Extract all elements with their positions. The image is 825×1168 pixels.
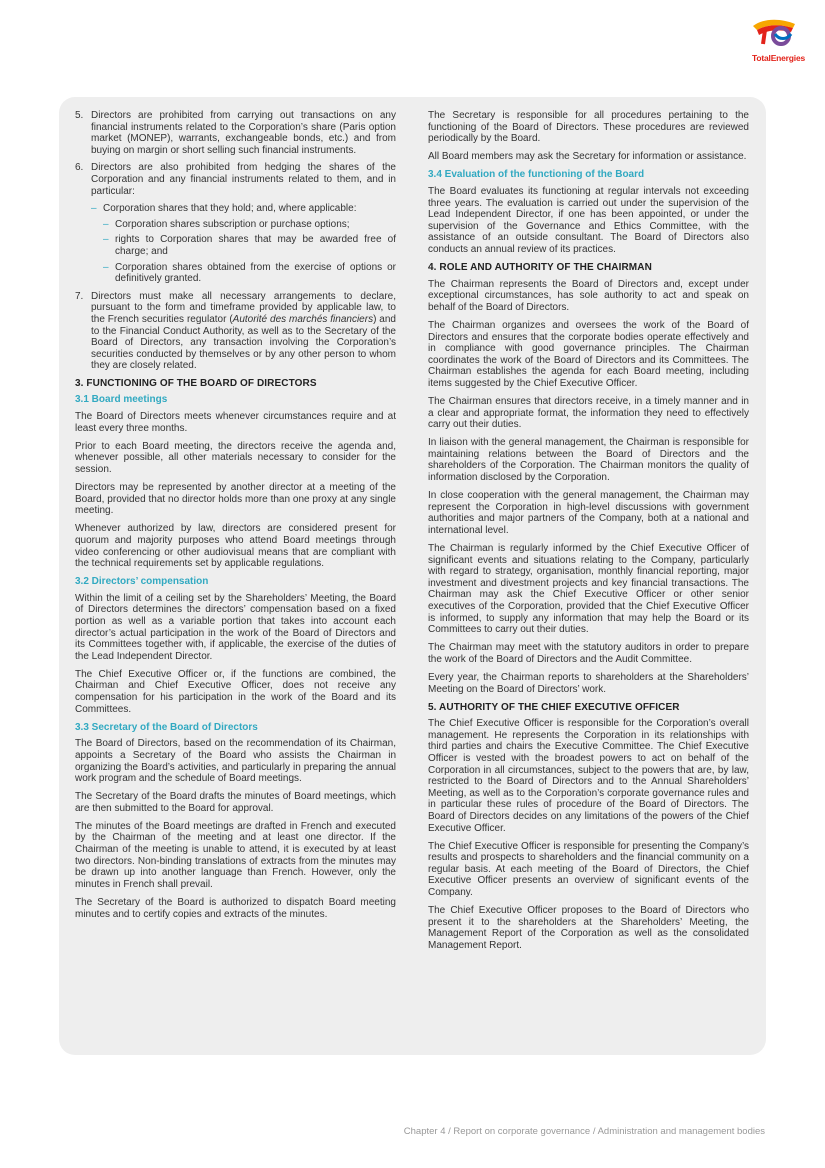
page-footer: Chapter 4 / Report on corporate governance / Administration and management bodies <box>403 1126 765 1137</box>
list-number: 7. <box>75 290 84 302</box>
dash-bullet-icon: – <box>103 218 109 230</box>
paragraph: The Secretary of the Board drafts the minutes of Board meetings, which are then submitted to the Board for approval. <box>75 791 396 814</box>
list-item-text: Directors are prohibited from carrying out transactions on any financial instruments related to the Corporation’s share (Paris option market (MONEP), warrants, exchangeable bonds, etc.) and from buying on margin or short selling such financial instruments. <box>91 110 396 156</box>
paragraph: The Chairman ensures that directors receive, in a timely manner and in a clear and appropriate format, the information they need to effectively carry out their duties. <box>428 395 749 431</box>
paragraph: The Chairman organizes and oversees the work of the Board of Directors and ensures that the corporate bodies operate effectively and in compliance with good governance principles. The Chairman coordinates the work of the Board of Directors and its Committees. The Chairman establishes the agenda for each Board meeting, including items suggested by the Chief Executive Officer. <box>428 319 749 389</box>
logo-swirl-icon <box>749 16 801 48</box>
paragraph: The Chief Executive Officer or, if the functions are combined, the Chairman and Chief Executive Officer, does not receive any compensation for his participation in the work of the Board and its Committees. <box>75 668 396 715</box>
paragraph: The minutes of the Board meetings are drafted in French and executed by the Chairman of the meeting and at least one director. If the Chairman of the meeting is unable to attend, it is executed by at least two directors. Non-binding translations of extracts from the minutes may be drawn up into another language than French. However, only the minutes in French shall prevail. <box>75 820 396 890</box>
list-number: 5. <box>75 110 84 121</box>
paragraph: The Board of Directors, based on the recommendation of its Chairman, appoints a Secretary of the Board who assists the Chairman in organizing the Board’s activities, and particularly in preparing the annual work program and the schedule of Board meetings. <box>75 738 396 785</box>
paragraph: The Chairman is regularly informed by the Chief Executive Officer of significant events and situations relating to the Company, particularly with regard to strategy, organisation, monthly financial reporting, major investment and divestment projects and key financial transactions. The Chairman may ask the Chief Executive Officer or other senior executives of the Corporation, provided that the Chief Executive Officer is informed, to supply any information that may help the Board or its Committees to carry out their duties. <box>428 543 749 636</box>
logo-text: TotalEnergies <box>752 53 805 63</box>
sub-dash-item <box>103 219 396 231</box>
paragraph: The Chief Executive Officer is responsible for presenting the Company’s results and prospects to shareholders and the financial community on a regular basis. At each meeting of the Board of Directors, the Chief Executive Officer presents an overview of significant events of the Company. <box>428 840 749 899</box>
paragraph: Directors may be represented by another director at a meeting of the Board, provided that no director holds more than one proxy at any single meeting. <box>75 482 396 517</box>
list-item <box>75 110 396 156</box>
paragraph: The Secretary of the Board is authorized to dispatch Board meeting minutes and to certify copies and extracts of the minutes. <box>75 896 396 920</box>
right-column <box>428 110 749 958</box>
paragraph: The Chief Executive Officer is responsible for the Corporation’s overall management. He represents the Corporation in its relationships with third parties and chairs the Executive Committee. The Chief Executive Officer is vested with the broadest powers to act on behalf of the Corporation in all circumstances, subject to the powers that are, by law, restricted to the Board of Directors and to the Annual Shareholders’ Meeting, as well as to the Corporation’s corporate governance rules and in particular these rules of procedure of the Board of Directors. The Board of Directors decides on any limitations of the powers of the Chief Executive Officer. <box>428 718 749 834</box>
paragraph: The Chief Executive Officer proposes to the Board of Directors who present it to the shareholders at the Shareholders’ Meeting, the Management Report of the Corporation as well as the consolidated Management Report. <box>428 905 749 951</box>
sub-dash-list <box>103 219 396 285</box>
dash-bullet-icon: – <box>103 261 109 273</box>
restrictions-list <box>75 110 396 372</box>
subsection-heading: 3.3 Secretary of the Board of Directors <box>75 721 258 733</box>
dash-bullet-icon: – <box>103 234 109 246</box>
paragraph: The Chairman may meet with the statutory auditors in order to prepare the work of the Board of Directors and the Audit Committee. <box>428 642 749 665</box>
totalenergies-logo <box>745 16 805 64</box>
subsection-heading: 3.2 Directors’ compensation <box>75 576 209 588</box>
paragraph: Every year, the Chairman reports to shareholders at the Shareholders’ Meeting on the Board of Directors’ work. <box>428 671 749 695</box>
sub-dash-text: Corporation shares obtained from the exercise of options or definitively granted. <box>115 261 396 285</box>
paragraph: Prior to each Board meeting, the directors receive the agenda and, whenever possible, all other materials necessary to consider for the session. <box>75 440 396 475</box>
paragraph: The Chairman represents the Board of Directors and, except under exceptional circumstances, has sole authority to act and speak on behalf of the Board of Directors. <box>428 278 749 313</box>
paragraph: Whenever authorized by law, directors are considered present for quorum and majority purposes who attend Board meetings through video conferencing or other audiovisual means that are compliant with the technical requirements set by applicable regulations. <box>75 523 396 570</box>
paragraph: The Board of Directors meets whenever circumstances require and at least every three months. <box>75 411 396 434</box>
sub-dash-item <box>103 262 396 285</box>
section-heading: 3. FUNCTIONING OF THE BOARD OF DIRECTORS <box>75 377 317 389</box>
sub-dash-text: Corporation shares subscription or purchase options; <box>115 218 350 230</box>
paragraph: Within the limit of a ceiling set by the Shareholders’ Meeting, the Board of Directors determines the directors’ compensation based on a fixed portion as well as a variable portion that takes into account each director’s actual participation in the work of the Board of Directors and its Committees together with, if applicable, the exercise of the duties of the Lead Independent Director. <box>75 592 396 662</box>
paragraph: The Secretary is responsible for all procedures pertaining to the functioning of the Board of Directors. These procedures are reviewed periodically by the Board. <box>428 110 749 145</box>
paragraph: In close cooperation with the general management, the Chairman may represent the Corporation in high-level discussions with government authorities and major partners of the Company, both at a national and international level. <box>428 490 749 536</box>
italic-term: Autorité des marchés financiers <box>232 313 374 325</box>
dash-item-text: Corporation shares that they hold; and, where applicable: <box>103 203 357 215</box>
subsection-heading: 3.1 Board meetings <box>75 394 168 406</box>
list-item-text: Directors must make all necessary arrangements to declare, pursuant to the form and timeframe provided by applicable law, to the French securities regulator (Autorité des marchés financiers) and to the Financial Conduct Authority, as well as to the Secretary of the Board of Directors, any transaction involving the Corporation’s securities conducted by themselves or by any other person to whom they are closely related. <box>91 290 396 372</box>
subsection-heading: 3.4 Evaluation of the functioning of the Board <box>428 169 645 181</box>
list-item <box>75 291 396 372</box>
left-column <box>75 110 396 927</box>
list-item-text: Directors are also prohibited from hedging the shares of the Corporation and any financial instruments related to them, and in particular: <box>91 162 396 197</box>
list-item <box>75 162 396 284</box>
sub-dash-text: rights to Corporation shares that may be awarded free of charge; and <box>115 234 396 257</box>
dash-item <box>91 203 396 285</box>
section-heading: 4. ROLE AND AUTHORITY OF THE CHAIRMAN <box>428 262 652 274</box>
section-heading: 5. AUTHORITY OF THE CHIEF EXECUTIVE OFFICER <box>428 701 680 713</box>
list-number: 6. <box>75 162 84 174</box>
paragraph: The Board evaluates its functioning at regular intervals not exceeding three years. The evaluation is carried out under the supervision of the Lead Independent Director, if one has been appointed, or under the supervision of the Governance and Ethics Committee, with the assistance of an outside consultant. The Board of Directors also conducts an annual review of its practices. <box>428 185 749 255</box>
sub-dash-item <box>103 234 396 257</box>
dash-bullet-icon: – <box>91 203 97 215</box>
dash-list <box>91 203 396 285</box>
paragraph: All Board members may ask the Secretary for information or assistance. <box>428 151 747 163</box>
paragraph: In liaison with the general management, the Chairman is responsible for maintaining relations between the Board of Directors and the shareholders of the Corporation. The Chairman monitors the quality of information disclosed by the Corporation. <box>428 437 749 484</box>
